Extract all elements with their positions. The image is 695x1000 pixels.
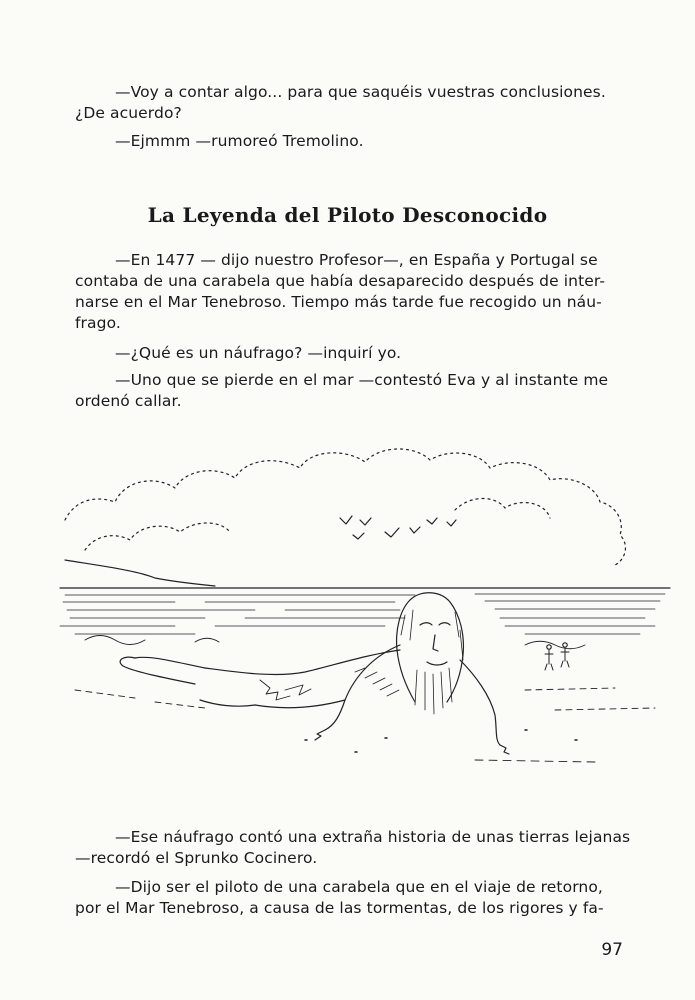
cloud-outline [455,498,550,518]
paragraph-uno-que-se-pierde [75,370,625,412]
bird-mark [410,527,420,533]
bird-mark [353,533,364,539]
text-line: —¿Qué es un náufrago? —inquirí yo. [115,344,402,362]
bird-mark [427,518,437,524]
text-line: ¿De acuerdo? [75,104,182,122]
bird-mark [447,520,456,526]
paragraph-que-es-naufrago [75,343,625,364]
paragraph-ejmmm [75,131,625,152]
paragraph-voy-a-contar [75,82,625,124]
page-number: 97 [601,940,623,960]
text-line: —Ejmmm —rumoreó Tremolino. [115,132,364,150]
text-line: narse en el Mar Tenebroso. Tiempo más tarde fue recogido un náu- [75,293,602,311]
text-line: —recordó el Sprunko Cocinero. [75,849,318,867]
text-line: —Uno que se pierde en el mar —contestó Eva y al instante me [115,371,609,389]
text-line: frago. [75,314,121,332]
text-line: —Ese náufrago contó una extraña historia de unas tierras lejanas [115,828,631,846]
text-line: ordenó callar. [75,392,182,410]
cloud-outline [65,449,625,565]
text-line: contaba de una carabela que había desaparecido después de inter- [75,272,606,290]
text-line: —Dijo ser el piloto de una carabela que en el viaje de retorno, [115,878,603,896]
cloud-outline [85,523,230,550]
bird-mark [360,518,371,525]
castaway-body [205,650,400,675]
text-line: por el Mar Tenebroso, a causa de las tormentas, de los rigores y fa- [75,899,604,917]
paragraph-en-1477 [75,250,625,334]
distant-land [65,560,215,586]
castaway-hair [410,593,463,702]
section-heading: La Leyenda del Piloto Desconocido [147,203,548,227]
castaway-illustration [55,440,675,775]
paragraph-dijo-ser-piloto [75,877,625,919]
text-line: —En 1477 — dijo nuestro Profesor—, en España y Portugal se [115,251,598,269]
paragraph-ese-naufrago [75,827,631,869]
bird-mark [340,516,352,524]
castaway-leg [135,657,205,668]
bird-mark [385,528,399,537]
text-line: —Voy a contar algo... para que saquéis vuestras conclusiones. [115,83,606,101]
